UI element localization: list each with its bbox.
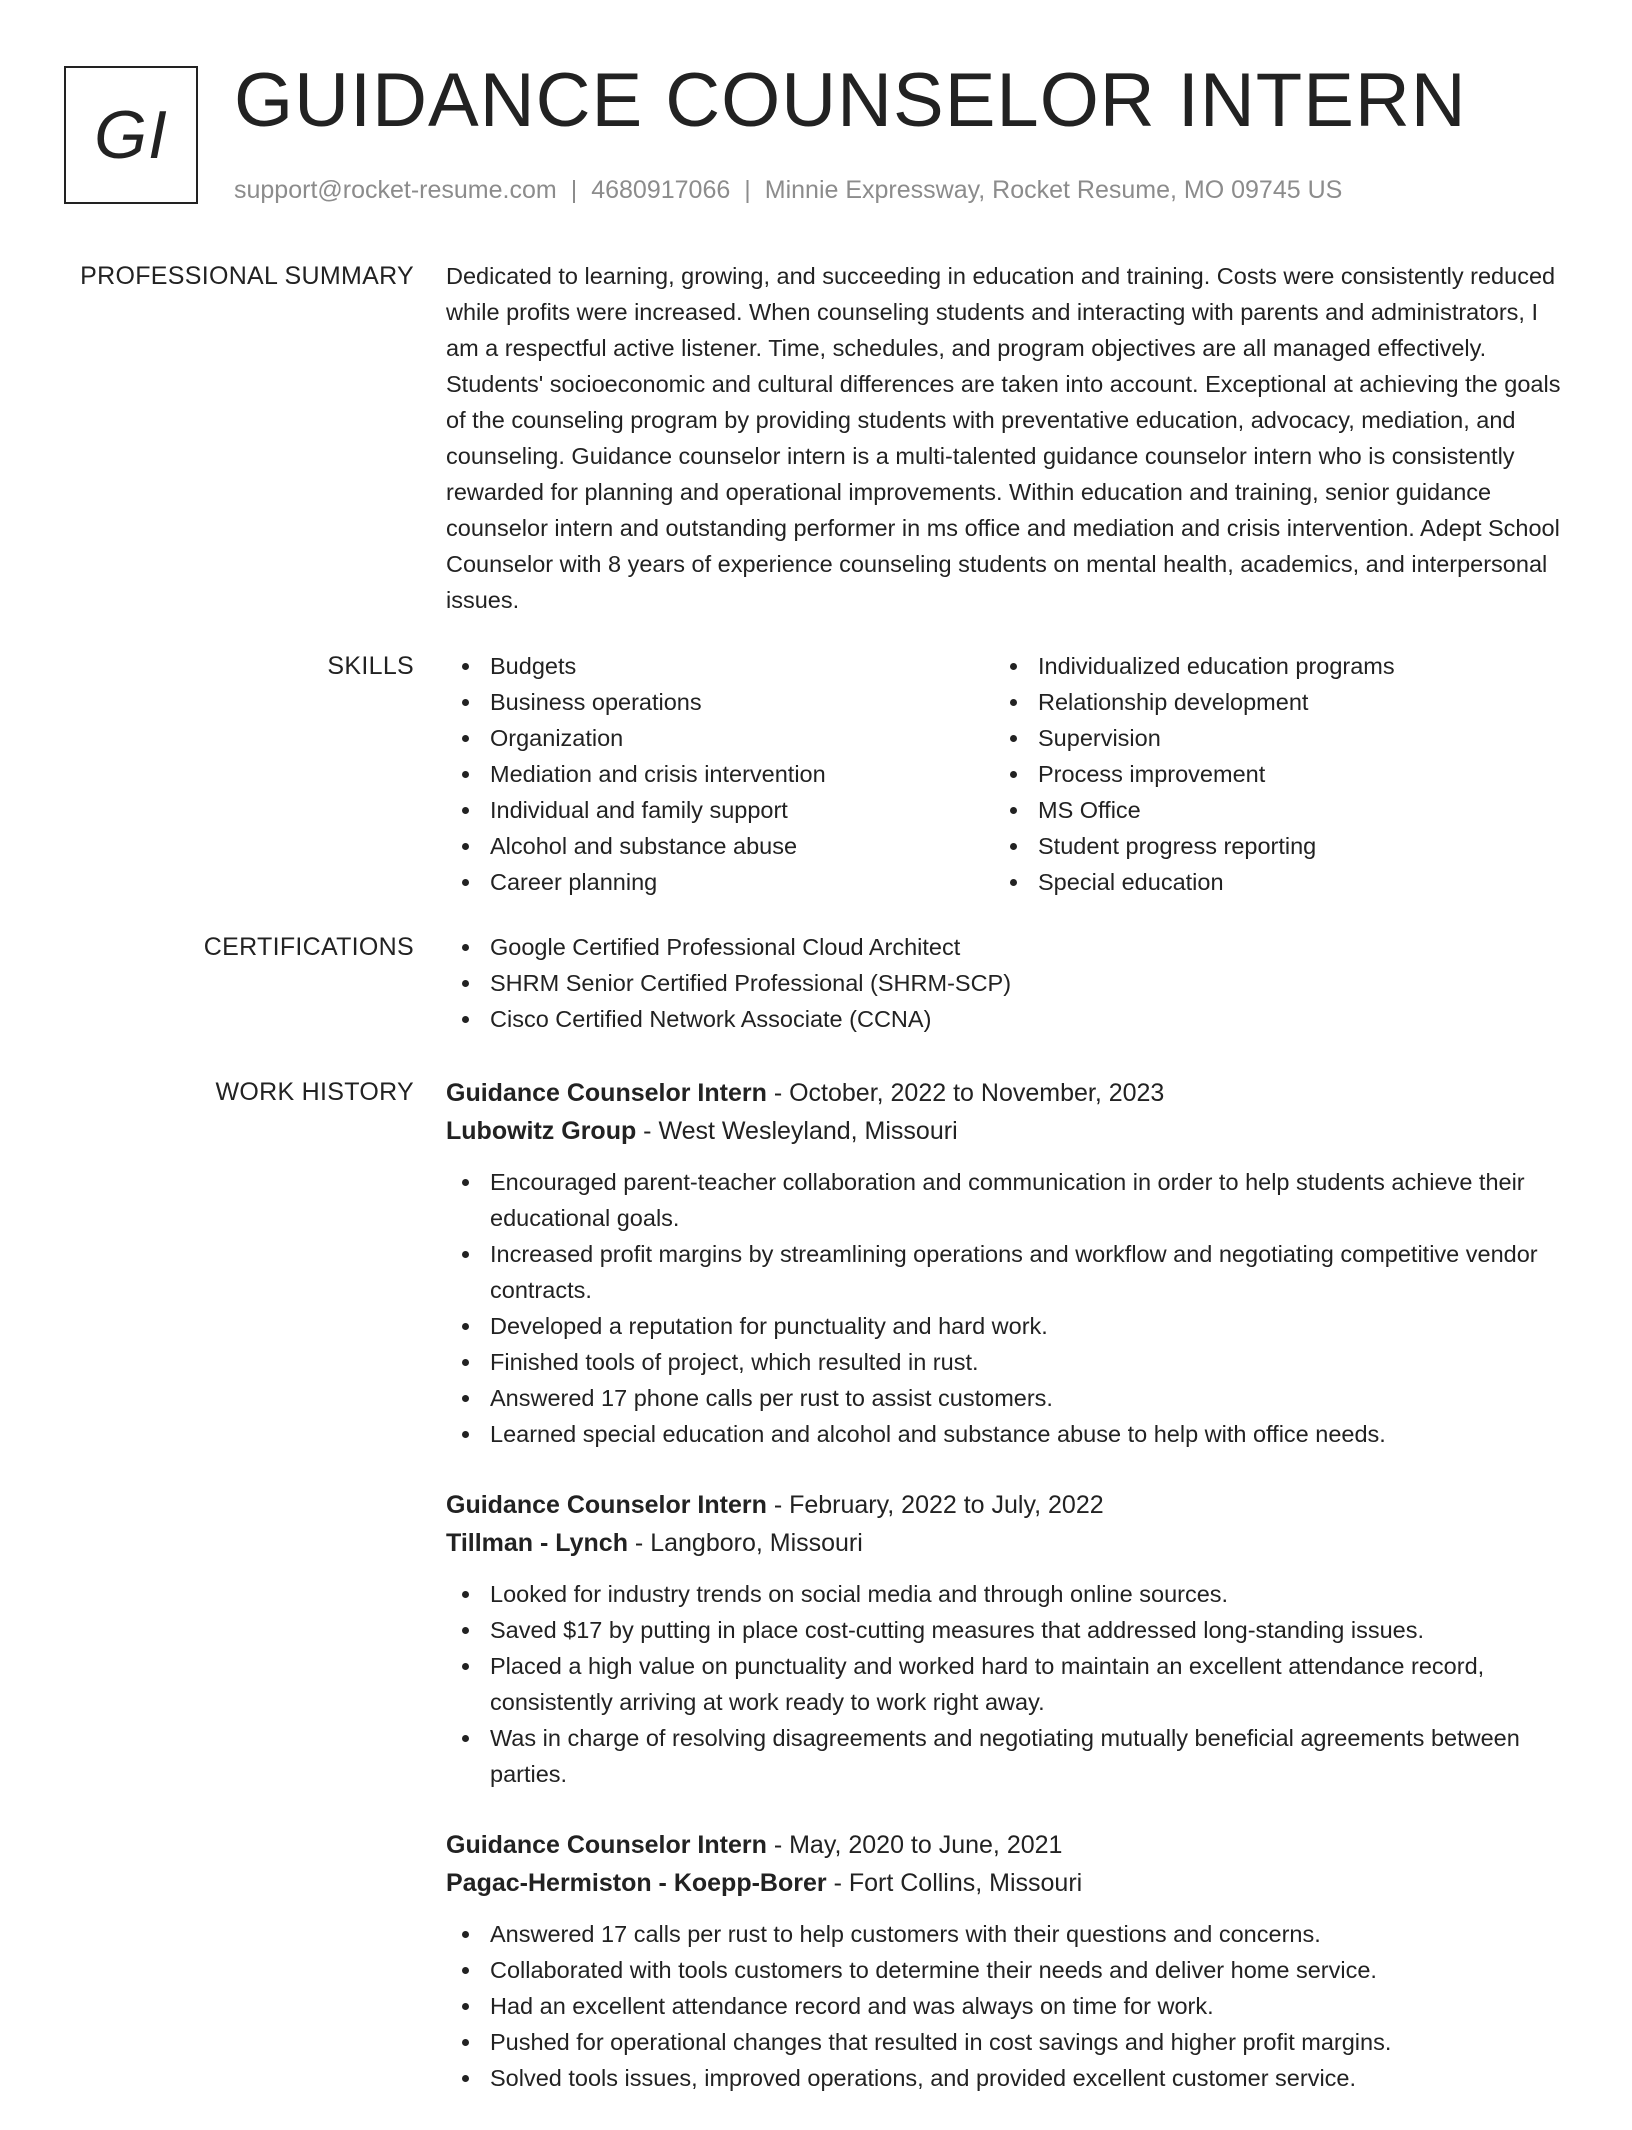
contact-phone: 4680917066 [591, 176, 731, 204]
summary-body [446, 258, 1564, 618]
summary-heading: PROFESSIONAL SUMMARY [80, 262, 414, 290]
job-duty-item: Saved $17 by putting in place cost-cutting measures that addressed long-standing issues. [446, 1612, 1564, 1648]
job-title-line [446, 1826, 1564, 1864]
job-duty-item: Answered 17 calls per rust to help customers with their questions and concerns. [446, 1916, 1564, 1952]
job-location: - Fort Collins, Missouri [826, 1869, 1083, 1897]
job-duty-item: Was in charge of resolving disagreements and negotiating mutually beneficial agreements between parties. [446, 1720, 1564, 1792]
job-duty-item: Increased profit margins by streamlining operations and workflow and negotiating competitive vendor contracts. [446, 1236, 1564, 1308]
skill-item: Organization [446, 720, 994, 756]
skills-list-right [994, 648, 1542, 900]
job-duty-item: Encouraged parent-teacher collaboration and communication in order to help students achieve their educational goals. [446, 1164, 1564, 1236]
job-dates: - February, 2022 to July, 2022 [766, 1491, 1104, 1519]
skill-item: Special education [994, 864, 1542, 900]
contact-separator: | [744, 176, 751, 204]
work-history-body [446, 1074, 1564, 2130]
skill-item: Relationship development [994, 684, 1542, 720]
skill-item: Individual and family support [446, 792, 994, 828]
skill-item: Supervision [994, 720, 1542, 756]
work-history-heading: WORK HISTORY [215, 1078, 414, 1106]
job-company-line [446, 1112, 1564, 1150]
certification-item: Google Certified Professional Cloud Architect [446, 929, 1564, 965]
skills-body [446, 648, 1564, 900]
certifications-heading: CERTIFICATIONS [203, 933, 414, 961]
skill-item: MS Office [994, 792, 1542, 828]
job-title: Guidance Counselor Intern [446, 1831, 767, 1859]
job-duty-item: Answered 17 phone calls per rust to assist customers. [446, 1380, 1564, 1416]
job-company: Lubowitz Group [446, 1117, 637, 1145]
job-duties-list [446, 1164, 1564, 1452]
skill-item: Individualized education programs [994, 648, 1542, 684]
certification-item: SHRM Senior Certified Professional (SHRM-SCP) [446, 965, 1564, 1001]
certifications-body [446, 929, 1564, 1037]
job-dates: - October, 2022 to November, 2023 [766, 1079, 1165, 1107]
applicant-name: GUIDANCE COUNSELOR INTERN [234, 58, 1467, 143]
skill-item: Business operations [446, 684, 994, 720]
contact-email: support@rocket-resume.com [234, 176, 557, 204]
skill-item: Student progress reporting [994, 828, 1542, 864]
job-entry [446, 1486, 1564, 1792]
skill-item: Alcohol and substance abuse [446, 828, 994, 864]
job-duty-item: Collaborated with tools customers to determine their needs and deliver home service. [446, 1952, 1564, 1988]
job-title-line [446, 1074, 1564, 1112]
job-duties-list [446, 1916, 1564, 2096]
job-entry [446, 1074, 1564, 1452]
summary-text: Dedicated to learning, growing, and succeeding in education and training. Costs were consistently reduced while profits were increased. When counseling students and interacting with parents and administrators, I am a respectful active listener. Time, schedules, and program objectives are all managed effectively. Students' socioeconomic and cultural differences are taken into account. Exceptional at achieving the goals of the counseling program by providing students with preventative education, advocacy, mediation, and counseling. Guidance counselor intern is a multi-talented guidance counselor intern who is consistently rewarded for planning and operational improvements. Within education and training, senior guidance counselor intern and outstanding performer in ms office and mediation and crisis intervention. Adept School Counselor with 8 years of experience counseling students on mental health, academics, and interpersonal issues. [446, 263, 1561, 613]
job-entry [446, 1826, 1564, 2096]
job-title-line [446, 1486, 1564, 1524]
contact-line [234, 174, 1342, 206]
skill-item: Mediation and crisis intervention [446, 756, 994, 792]
job-company-line [446, 1864, 1564, 1902]
monogram-initials: GI [94, 97, 168, 173]
skill-item: Budgets [446, 648, 994, 684]
job-duty-item: Solved tools issues, improved operations, and provided excellent customer service. [446, 2060, 1564, 2096]
monogram-box [64, 66, 198, 204]
job-duty-item: Had an excellent attendance record and was always on time for work. [446, 1988, 1564, 2024]
job-location: - West Wesleyland, Missouri [636, 1117, 958, 1145]
skill-item: Career planning [446, 864, 994, 900]
job-duty-item: Developed a reputation for punctuality and hard work. [446, 1308, 1564, 1344]
job-duty-item: Looked for industry trends on social media and through online sources. [446, 1576, 1564, 1612]
job-company: Pagac-Hermiston - Koepp-Borer [446, 1869, 827, 1897]
skill-item: Process improvement [994, 756, 1542, 792]
job-duty-item: Learned special education and alcohol and substance abuse to help with office needs. [446, 1416, 1564, 1452]
certifications-list [446, 929, 1564, 1037]
contact-address: Minnie Expressway, Rocket Resume, MO 09745 US [764, 176, 1343, 204]
job-duty-item: Finished tools of project, which resulted in rust. [446, 1344, 1564, 1380]
job-duty-item: Placed a high value on punctuality and worked hard to maintain an excellent attendance record, consistently arriving at work ready to work right away. [446, 1648, 1564, 1720]
job-duty-item: Pushed for operational changes that resulted in cost savings and higher profit margins. [446, 2024, 1564, 2060]
skills-heading: SKILLS [327, 652, 414, 680]
job-location: - Langboro, Missouri [627, 1529, 863, 1557]
job-company: Tillman - Lynch [446, 1529, 628, 1557]
job-title: Guidance Counselor Intern [446, 1079, 767, 1107]
certification-item: Cisco Certified Network Associate (CCNA) [446, 1001, 1564, 1037]
job-dates: - May, 2020 to June, 2021 [766, 1831, 1063, 1859]
job-company-line [446, 1524, 1564, 1562]
job-title: Guidance Counselor Intern [446, 1491, 767, 1519]
job-duties-list [446, 1576, 1564, 1792]
contact-separator: | [570, 176, 578, 204]
skills-list-left [446, 648, 994, 900]
